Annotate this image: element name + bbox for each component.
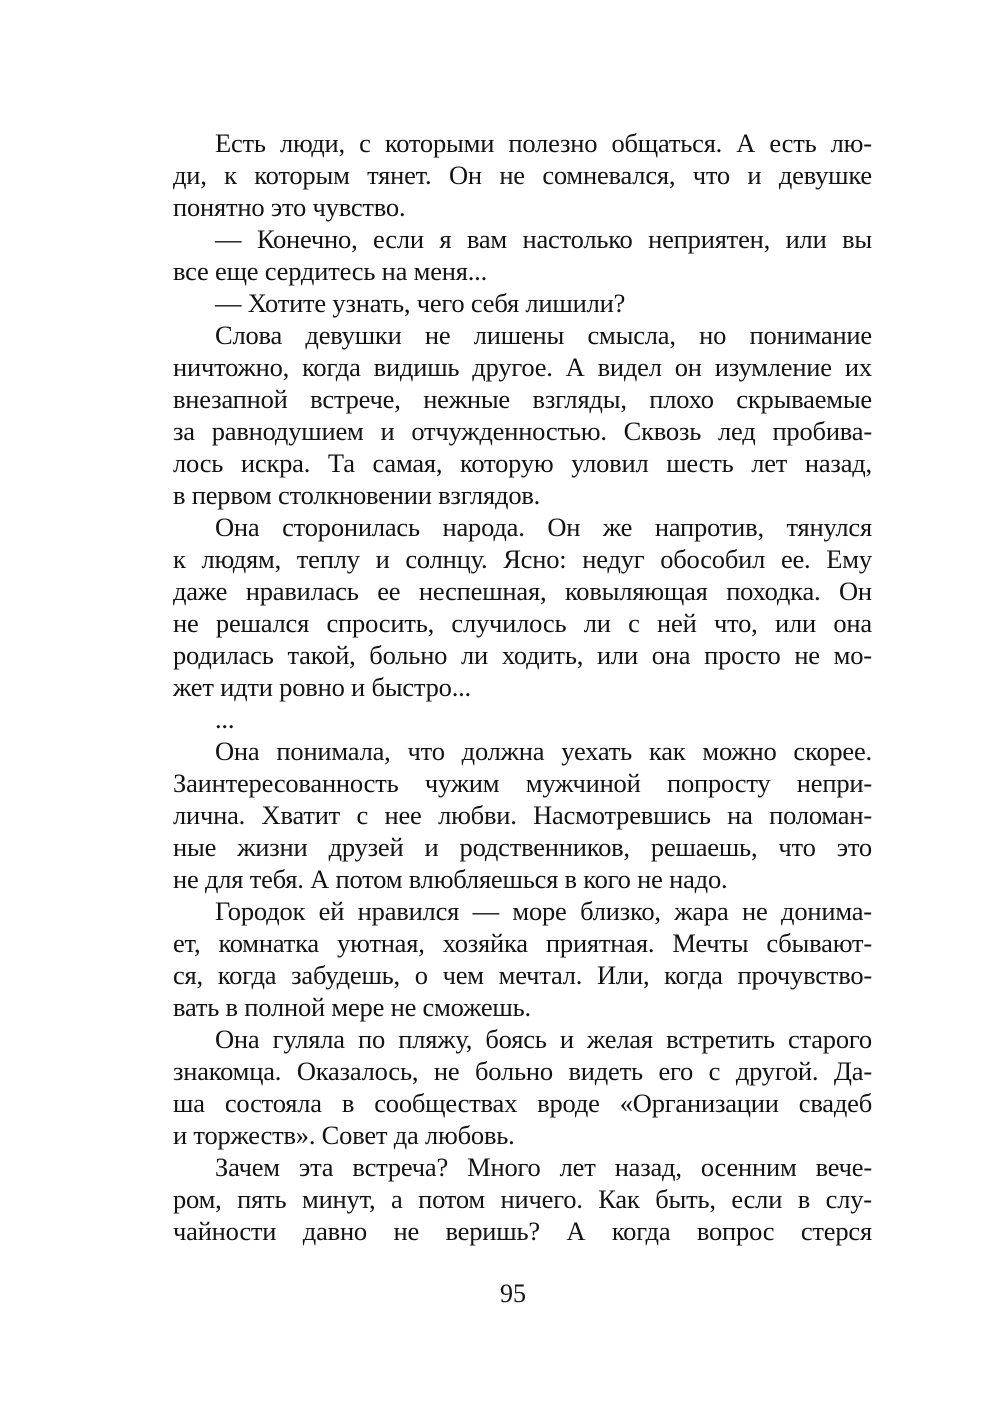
word: даже (173, 576, 228, 606)
word: чужим (424, 768, 500, 798)
word: по (358, 1024, 386, 1054)
word: вы (842, 224, 872, 254)
word: Или, (597, 960, 650, 990)
word: равнодушием (211, 416, 364, 446)
text-line: понятно это чувство. (173, 192, 406, 222)
word: «Организации (619, 1088, 779, 1118)
word: солнцу. (405, 544, 488, 574)
word: что (778, 832, 816, 862)
word: на (727, 800, 753, 830)
word: если (373, 224, 424, 254)
word: ей (318, 896, 345, 926)
word: Городок (215, 896, 306, 926)
text-line (173, 895, 872, 927)
word: когда (217, 960, 277, 990)
word: отчужденностью. (411, 416, 607, 446)
text-line (173, 831, 872, 863)
word: ковыляющая (564, 576, 708, 606)
word: встрече, (310, 384, 401, 414)
word: друзей (328, 832, 404, 862)
word: недуг (582, 544, 645, 574)
word: скорее. (793, 736, 872, 766)
word: с (356, 800, 369, 830)
word: желая (587, 1024, 653, 1054)
word: Много (467, 1152, 541, 1182)
word: ные (173, 832, 217, 862)
word: видишь (373, 352, 460, 382)
word: свадеб (798, 1088, 872, 1118)
text-line (173, 639, 872, 671)
word: ся, (173, 960, 203, 990)
word: он (674, 352, 702, 382)
word: непри- (796, 768, 872, 798)
word: видел (597, 352, 662, 382)
word: что (692, 160, 730, 190)
text-line (173, 607, 872, 639)
word: сторонилась (282, 512, 420, 542)
word: если (731, 1184, 783, 1214)
word: назад, (614, 1152, 682, 1182)
text-line (173, 1183, 872, 1215)
word: должна (461, 736, 545, 766)
word: искра. (240, 448, 311, 478)
text-line (173, 1215, 872, 1247)
word: Конечно, (256, 224, 358, 254)
text-line (173, 767, 872, 799)
word: полезно (508, 128, 598, 158)
word: что (407, 736, 445, 766)
word: нее (384, 800, 422, 830)
word: или (596, 640, 638, 670)
word: смысла, (587, 320, 676, 350)
word: в (797, 1184, 811, 1214)
word: прочувство- (737, 960, 872, 990)
word: народа. (442, 512, 525, 542)
word: когда (611, 1216, 671, 1246)
word: можно (702, 736, 777, 766)
word: не (433, 1056, 460, 1086)
word: другое. (472, 352, 553, 382)
word: сбывают- (766, 928, 872, 958)
word: которым (254, 160, 350, 190)
word: ее. (780, 544, 811, 574)
word: но (699, 320, 727, 350)
text-line (173, 415, 872, 447)
word: видеть (568, 1056, 643, 1086)
word: ша (173, 1088, 205, 1118)
word: гуляла (272, 1024, 345, 1054)
word: девушке (778, 160, 872, 190)
word: она (651, 640, 691, 670)
word: комнатка (218, 928, 319, 958)
word: хозяйка (442, 928, 528, 958)
word: девушки (305, 320, 402, 350)
text-line: не для тебя. А потом влюбляешься в кого не надо. (173, 864, 728, 894)
word: изумление (714, 352, 832, 382)
word: за (173, 416, 195, 446)
word: давно (302, 1216, 367, 1246)
word: когда (664, 960, 723, 990)
word: случилось (451, 608, 567, 638)
word: и (747, 160, 762, 190)
word: больно (474, 1056, 553, 1086)
word: лет (751, 448, 788, 478)
word: чайности (173, 1216, 277, 1246)
text-line (173, 543, 872, 575)
word: ли (461, 640, 489, 670)
word: назад, (804, 448, 872, 478)
text-line: жет идти ровно и быстро... (173, 672, 471, 702)
word: забудешь, (291, 960, 400, 990)
word: люди, (280, 128, 345, 158)
word: встретить (666, 1024, 775, 1054)
word: уютная, (337, 928, 425, 958)
word: знакомца. (173, 1056, 282, 1086)
word: близко, (580, 896, 661, 926)
word: Она (215, 736, 260, 766)
word: о (414, 960, 428, 990)
word: с (708, 1056, 721, 1086)
word: А (566, 1216, 586, 1246)
word: приятная. (545, 928, 655, 958)
word: ней (657, 608, 697, 638)
text-line (173, 383, 872, 415)
word: жизни (237, 832, 308, 862)
word: мечтал. (498, 960, 583, 990)
text-line: вать в полной мере не сможешь. (173, 992, 531, 1022)
word: когда (302, 352, 361, 382)
word: потом (418, 1184, 485, 1214)
word: я (439, 224, 452, 254)
word: старого (787, 1024, 872, 1054)
word: напротив, (654, 512, 764, 542)
word: сомневался, (542, 160, 676, 190)
text-line: и торжеств». Совет да любовь. (173, 1120, 515, 1150)
word: нравился (357, 896, 460, 926)
word: не (794, 640, 820, 670)
word: походка. (726, 576, 821, 606)
word: или (785, 224, 827, 254)
word: настолько (522, 224, 633, 254)
word: донима- (781, 896, 872, 926)
word: — (472, 896, 499, 926)
word: она (833, 608, 872, 638)
word: Ему (826, 544, 872, 574)
word: боясь (485, 1024, 547, 1054)
word: уловил (571, 448, 649, 478)
word: родственников, (459, 832, 630, 862)
word: же (602, 512, 633, 542)
word: в (341, 1088, 355, 1118)
page-text (173, 127, 872, 1247)
word: море (512, 896, 567, 926)
word: минут, (302, 1184, 376, 1214)
word: спросить, (326, 608, 435, 638)
text-line (173, 223, 872, 255)
word: ли (583, 608, 611, 638)
word: лет (559, 1152, 596, 1182)
word: к (224, 160, 237, 190)
word: неприятен, (648, 224, 771, 254)
word: нравилась (245, 576, 359, 606)
word: тянет. (367, 160, 432, 190)
text-line: в первом столкновении взглядов. (173, 480, 541, 510)
word: такой, (287, 640, 356, 670)
word: встреча? (352, 1152, 449, 1182)
word: пляжу, (398, 1024, 473, 1054)
word: или (774, 608, 816, 638)
word: лось (173, 448, 224, 478)
word: лишены (473, 320, 565, 350)
word: плохо (649, 384, 714, 414)
word: Да- (833, 1056, 872, 1086)
text-line (173, 1023, 872, 1055)
word: мужчиной (525, 768, 641, 798)
word: вроде (537, 1088, 600, 1118)
word: а (390, 1184, 403, 1214)
word: Есть (215, 128, 266, 158)
text-line (173, 447, 872, 479)
word: скрываемые (736, 384, 872, 414)
word: с (359, 128, 371, 158)
word: лед (718, 416, 756, 446)
word: другой. (735, 1056, 819, 1086)
word: слу- (825, 1184, 872, 1214)
text-line: ... (215, 704, 235, 734)
word: Он (547, 512, 581, 542)
word: жара (674, 896, 729, 926)
word: ничтожно, (173, 352, 290, 382)
word: родилась (173, 640, 274, 670)
word: стерся (800, 1216, 872, 1246)
word: вам (466, 224, 507, 254)
word: обособил (660, 544, 766, 574)
word: что, (713, 608, 758, 638)
word: А (565, 352, 585, 382)
word: которыми (384, 128, 495, 158)
word: ди, (173, 160, 207, 190)
word: просто (704, 640, 781, 670)
word: Мечты (672, 928, 749, 958)
word: решался (215, 608, 310, 638)
word: Он (448, 160, 482, 190)
word: пробива- (772, 416, 872, 446)
word: не (424, 320, 451, 350)
text-line (173, 511, 872, 543)
word: Он (839, 576, 872, 606)
word: решаешь, (650, 832, 758, 862)
word: к (173, 544, 186, 574)
word: не (742, 896, 768, 926)
word: нежные (423, 384, 510, 414)
text-line (173, 799, 872, 831)
word: как (648, 736, 686, 766)
word: лю- (830, 128, 872, 158)
word: ничего. (500, 1184, 583, 1214)
word: Насмотревшись (533, 800, 711, 830)
word: больно (369, 640, 448, 670)
word: и (380, 416, 395, 446)
text-line: — Хотите узнать, чего себя лишили? (215, 288, 626, 318)
text-line (173, 959, 872, 991)
word: его (658, 1056, 694, 1086)
text-line (173, 127, 872, 159)
word: пять (237, 1184, 287, 1214)
word: с (628, 608, 640, 638)
word: чем (442, 960, 484, 990)
word: состояла (224, 1088, 322, 1118)
text-line (173, 351, 872, 383)
word: поломан- (769, 800, 872, 830)
word: Как (598, 1184, 640, 1214)
word: самая, (372, 448, 443, 478)
word: и (559, 1024, 574, 1054)
word: А (736, 128, 756, 158)
word: Она (215, 1024, 260, 1054)
word: не (499, 160, 525, 190)
word: внезапной (173, 384, 288, 414)
word: Оказалось, (296, 1056, 419, 1086)
word: вече- (815, 1152, 872, 1182)
text-line (173, 1055, 872, 1087)
text-line (173, 735, 872, 767)
word: лична. (173, 800, 246, 830)
word: мо- (833, 640, 872, 670)
text-line (173, 927, 872, 959)
word: Хватит (261, 800, 341, 830)
word: общаться. (611, 128, 723, 158)
word: теплу (296, 544, 360, 574)
word: не (173, 608, 199, 638)
word: Сквозь (623, 416, 702, 446)
word: уехать (561, 736, 633, 766)
word: понимание (749, 320, 872, 350)
word: и (424, 832, 439, 862)
word: сообществах (374, 1088, 518, 1118)
word: попросту (666, 768, 771, 798)
word: Заинтересованность (173, 768, 399, 798)
text-line (173, 319, 872, 351)
word: не (393, 1216, 420, 1246)
word: это (836, 832, 872, 862)
word: есть (769, 128, 817, 158)
page-number: 95 (500, 1279, 526, 1308)
word: Ясно: (503, 544, 567, 574)
word: Слова (215, 320, 283, 350)
word: Зачем (215, 1152, 280, 1182)
word: и (375, 544, 390, 574)
word: ром, (173, 1184, 222, 1214)
word: эта (298, 1152, 334, 1182)
word: понимала, (276, 736, 391, 766)
word: быть, (655, 1184, 716, 1214)
text-line: все еще сердитесь на меня... (173, 256, 488, 286)
word: любви. (438, 800, 517, 830)
word: Та (327, 448, 355, 478)
text-line (173, 1151, 872, 1183)
text-line (173, 159, 872, 191)
word: которую (460, 448, 554, 478)
word: взгляды, (532, 384, 627, 414)
text-line (173, 575, 872, 607)
word: осенним (700, 1152, 797, 1182)
word: Она (215, 512, 260, 542)
word: ет, (173, 928, 201, 958)
word: веришь? (445, 1216, 540, 1246)
word: шесть (666, 448, 734, 478)
word: людям, (201, 544, 282, 574)
word: вопрос (696, 1216, 775, 1246)
word: ее (377, 576, 401, 606)
word: тянулся (786, 512, 872, 542)
word: ходить, (501, 640, 584, 670)
word: неспешная, (418, 576, 547, 606)
word: их (844, 352, 872, 382)
word: — (215, 224, 242, 254)
text-line (173, 1087, 872, 1119)
